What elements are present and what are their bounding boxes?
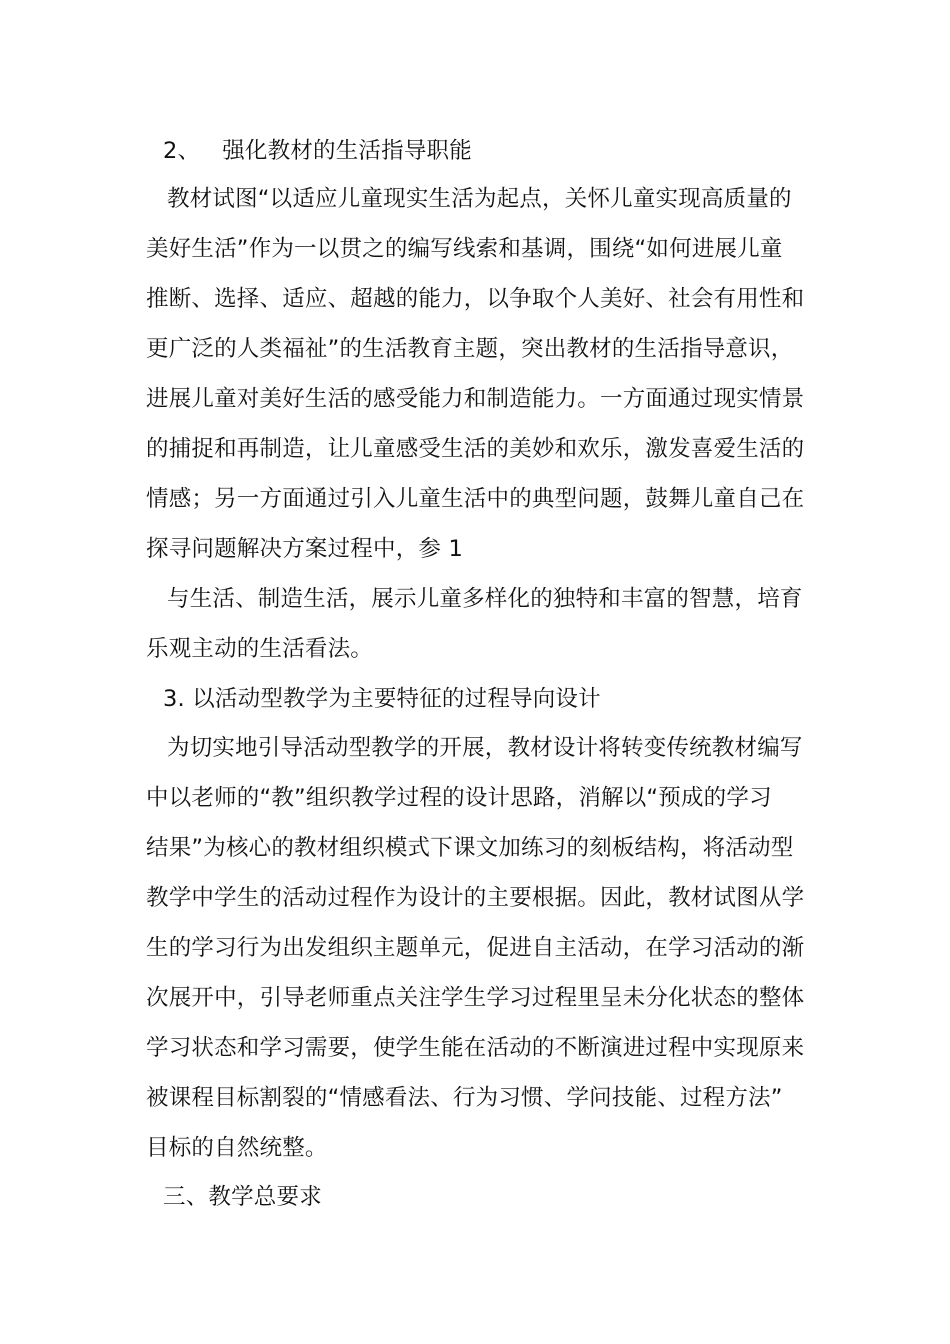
paragraph-line: 结果”为核心的教材组织模式下课文加练习的刻板结构，将活动型 xyxy=(146,835,794,861)
paragraph-line: 情感；另一方面通过引入儿童生活中的典型问题，鼓舞儿童自己在 xyxy=(146,486,805,512)
paragraph-line: 进展儿童对美好生活的感受能力和制造能力。一方面通过现实情景 xyxy=(146,386,805,412)
paragraph-line: 学习状态和学习需要，使学生能在活动的不断演进过程中实现原来 xyxy=(146,1035,805,1061)
paragraph-line: 乐观主动的生活看法。 xyxy=(146,636,374,662)
paragraph-line: 探寻问题解决方案过程中，参 1 xyxy=(146,536,463,562)
paragraph-line: 更广泛的人类福祉”的生活教育主题，突出教材的生活指导意识， xyxy=(146,336,794,362)
paragraph-line: 与生活、制造生活，展示儿童多样化的独特和丰富的智慧，培育 xyxy=(167,586,803,612)
paragraph-line: 为切实地引导活动型教学的开展，教材设计将转变传统教材编写 xyxy=(167,735,803,761)
paragraph-line: 美好生活”作为一以贯之的编写线索和基调，围绕“如何进展儿童 xyxy=(146,236,783,262)
paragraph-line: 推断、选择、适应、超越的能力，以争取个人美好、社会有用性和 xyxy=(146,286,805,312)
paragraph-line: 教学中学生的活动过程作为设计的主要根据。因此，教材试图从学 xyxy=(146,885,805,911)
section-heading-three: 三、教学总要求 xyxy=(163,1184,322,1210)
paragraph-line: 生的学习行为出发组织主题单元，促进自主活动，在学习活动的渐 xyxy=(146,935,805,961)
section-number: 2、 xyxy=(163,138,201,164)
paragraph-line: 教材试图“以适应儿童现实生活为起点，关怀儿童实现高质量的 xyxy=(167,186,792,212)
paragraph-line: 次展开中，引导老师重点关注学生学习过程里呈未分化状态的整体 xyxy=(146,985,805,1011)
section-heading-2 xyxy=(163,136,472,166)
paragraph-line: 目标的自然统整。 xyxy=(146,1135,328,1161)
paragraph-line: 中以老师的“教”组织教学过程的设计思路，消解以“预成的学习 xyxy=(146,785,772,811)
section-heading-3: 3. 以活动型教学为主要特征的过程导向设计 xyxy=(163,686,601,712)
paragraph-line: 被课程目标割裂的“情感看法、行为习惯、学问技能、过程方法” xyxy=(146,1085,783,1111)
section-title: 强化教材的生活指导职能 xyxy=(222,138,472,164)
paragraph-line: 的捕捉和再制造，让儿童感受生活的美妙和欢乐，激发喜爱生活的 xyxy=(146,436,805,462)
